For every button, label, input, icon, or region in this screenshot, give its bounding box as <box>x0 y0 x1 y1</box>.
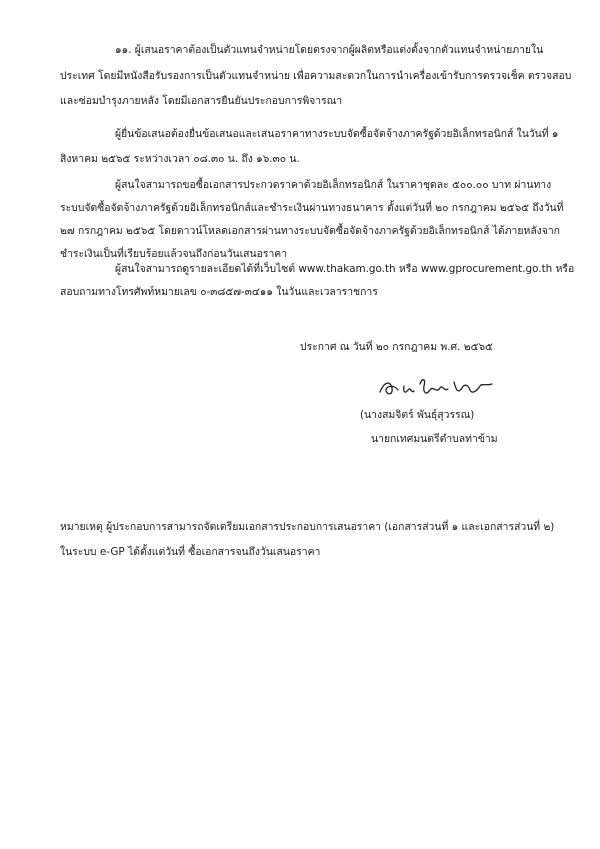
note-line-2: ในระบบ e-GP ได้ตั้งแต่วันที่ ซื้อเอกสารจนถึงวันเสนอราคา <box>60 546 321 558</box>
submission-line-2: สิงหาคม ๒๕๖๕ ระหว่างเวลา ๐๘.๓๐ น. ถึง ๑๖.๓๐ น. <box>60 153 300 165</box>
submission-line-1: ผู้ยื่นข้อเสนอต้องยื่นข้อเสนอและเสนอราคาทางระบบจัดซื้อจัดจ้างภาครัฐด้วยอิเล็กทรอนิกส์ ในวันที่ ๑ <box>115 128 559 140</box>
announcement-date: ประกาศ ณ วันที่ ๒๐ กรกฎาคม พ.ศ. ๒๕๖๕ <box>300 341 493 353</box>
signer-name: (นางสมจิตร์ พันธุ์สุวรรณ) <box>360 409 475 421</box>
purchase-line-1: ผู้สนใจสามารถขอซื้อเอกสารประกวดราคาด้วยอิเล็กทรอนิกส์ ในราคาชุดละ ๕๐๐.๐๐ บาท ผ่านทาง <box>115 179 552 191</box>
details-line-2: สอบถามทางโทรศัพท์หมายเลข ๐-๓๘๕๗-๓๔๑๑ ในวันและเวลาราชการ <box>60 286 378 298</box>
purchase-line-2: ระบบจัดซื้อจัดจ้างภาครัฐด้วยอิเล็กทรอนิกส์และชำระเงินผ่านทางธนาคาร ตั้งแต่วันที่ ๒๐ กรกฎาคม ๒๕๖๕ ถึงวันที่ <box>60 202 564 214</box>
purchase-line-3: ๒๗ กรกฎาคม ๒๕๖๕ โดยดาวน์โหลดเอกสารผ่านทางระบบจัดซื้อจัดจ้างภาครัฐด้วยอิเล็กทรอนิกส์ ได้ภายหลังจาก <box>60 225 560 237</box>
note-line-1: หมายเหตุ ผู้ประกอบการสามารถจัดเตรียมเอกสารประกอบการเสนอราคา (เอกสารส่วนที่ ๑ และเอกสารส่วนที่ ๒) <box>60 521 555 533</box>
paragraph-11-line-2: ประเทศ โดยมีหนังสือรับรองการเป็นตัวแทนจำหน่าย เพื่อความสะดวกในการนำเครื่องเข้ารับการตรวจเช็ค ตรวจสอบ <box>60 70 572 82</box>
details-line-1: ผู้สนใจสามารถดูรายละเอียดได้ที่เว็บไซต์ www.thakam.go.th หรือ www.gprocurement.go.th หรือ <box>115 263 575 275</box>
paragraph-11-line-1: ๑๑. ผู้เสนอราคาต้องเป็นตัวแทนจำหน่ายโดยตรงจากผู้ผลิตหรือแต่งตั้งจากตัวแทนจำหน่ายภายใน <box>115 44 544 56</box>
paragraph-11-line-3: และซ่อมบำรุงภายหลัง โดยมีเอกสารยืนยันประกอบการพิจารณา <box>60 95 343 107</box>
signer-title: นายกเทศมนตรีตำบลท่าข้าม <box>371 433 498 445</box>
purchase-line-4: ชำระเงินเป็นที่เรียบร้อยแล้วจนถึงก่อนวันเสนอราคา <box>60 248 288 260</box>
handwritten-signature <box>376 374 498 400</box>
